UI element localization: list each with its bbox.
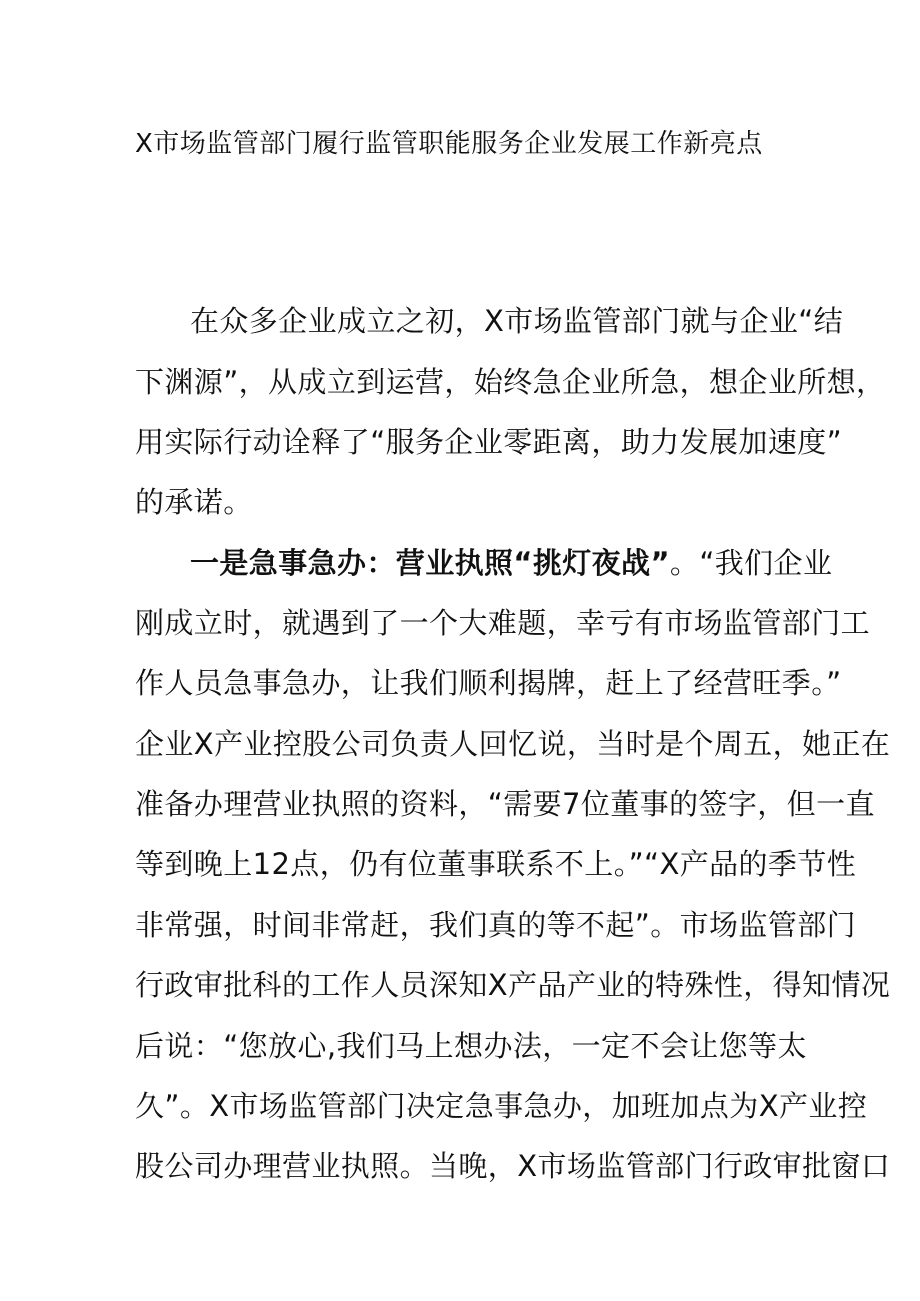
paragraph-1-line-1: 在众多企业成立之初，X市场监管部门就与企业“结	[190, 304, 844, 338]
paragraph-2-line-4: 企业X产业控股公司负责人回忆说，当时是个周五，她正在	[135, 727, 891, 761]
paragraph-2-line-6: 等到晚上12点，仍有位董事联系不上。”“X产品的季节性	[135, 847, 857, 881]
paragraph-2-line-10: 久”。X市场监管部门决定急事急办，加班加点为X产业控	[135, 1089, 868, 1123]
paragraph-2-line-5: 准备办理营业执照的资料，“需要7位董事的签字，但一直	[135, 787, 875, 821]
paragraph-2-line-2: 刚成立时，就遇到了一个大难题，幸亏有市场监管部门工	[135, 606, 871, 640]
paragraph-2-line-7: 非常强，时间非常赶，我们真的等不起”。市场监管部门	[135, 908, 857, 942]
paragraph-2-line-9: 后说：“您放心,我们马上想办法，一定不会让您等太	[135, 1029, 807, 1063]
paragraph-2-line-11: 股公司办理营业执照。当晚，X市场监管部门行政审批窗口	[135, 1149, 891, 1183]
paragraph-1-line-3: 用实际行动诠释了“服务企业零距离，助力发展加速度”	[135, 425, 843, 459]
paragraph-1-line-4: 的承诺。	[135, 485, 253, 519]
document-title: X市场监管部门履行监管职能服务企业发展工作新亮点	[135, 129, 763, 159]
paragraph-2-line-1	[190, 543, 832, 583]
section-heading: 一是急事急办：营业执照“挑灯夜战”	[190, 546, 670, 580]
paragraph-1-line-2: 下渊源”，从成立到运营，始终急企业所急，想企业所想，	[135, 365, 886, 399]
section-heading-tail: 。“我们企业	[669, 546, 833, 580]
paragraph-2-line-3: 作人员急事急办，让我们顺利揭牌，赶上了经营旺季。”	[135, 666, 842, 700]
paragraph-2-line-8: 行政审批科的工作人员深知X产品产业的特殊性，得知情况	[135, 968, 891, 1002]
